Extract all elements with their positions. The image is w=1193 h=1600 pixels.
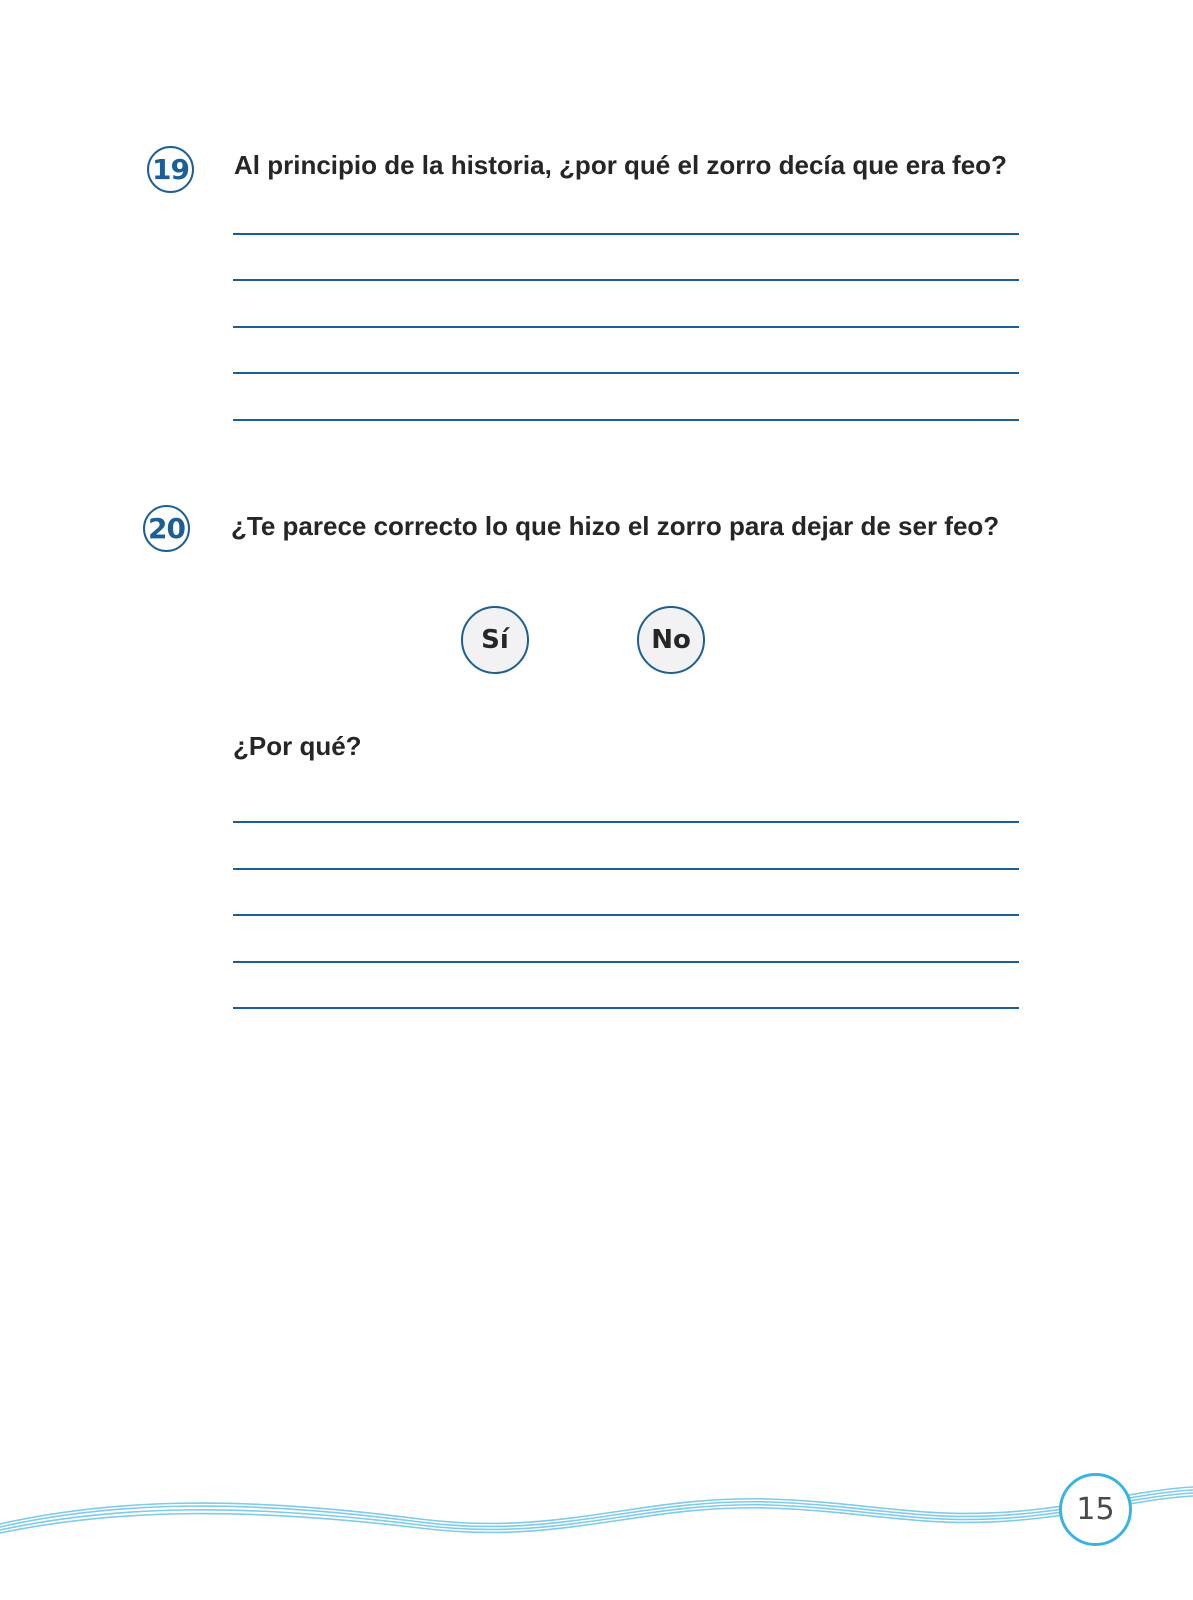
answer-line-20-2[interactable] bbox=[233, 868, 1019, 870]
no-option-button[interactable]: No bbox=[637, 606, 705, 674]
why-prompt: ¿Por qué? bbox=[233, 731, 362, 761]
footer-wave-decoration bbox=[0, 1470, 1193, 1550]
answer-line-20-3[interactable] bbox=[233, 914, 1019, 916]
answer-line-19-3[interactable] bbox=[233, 326, 1019, 328]
question-19-number: 19 bbox=[147, 146, 194, 193]
answer-line-20-5[interactable] bbox=[233, 1007, 1019, 1009]
question-20-number: 20 bbox=[143, 505, 190, 552]
answer-line-19-5[interactable] bbox=[233, 419, 1019, 421]
answer-line-19-4[interactable] bbox=[233, 372, 1019, 374]
answer-line-20-1[interactable] bbox=[233, 821, 1019, 823]
answer-line-19-1[interactable] bbox=[233, 233, 1019, 235]
question-20-text: ¿Te parece correcto lo que hizo el zorro para dejar de ser feo? bbox=[231, 511, 1000, 541]
page-number: 15 bbox=[1059, 1473, 1132, 1546]
yes-option-button[interactable]: Sí bbox=[461, 606, 529, 674]
question-19-text: Al principio de la historia, ¿por qué el zorro decía que era feo? bbox=[234, 150, 1007, 180]
answer-line-19-2[interactable] bbox=[233, 279, 1019, 281]
answer-line-20-4[interactable] bbox=[233, 961, 1019, 963]
